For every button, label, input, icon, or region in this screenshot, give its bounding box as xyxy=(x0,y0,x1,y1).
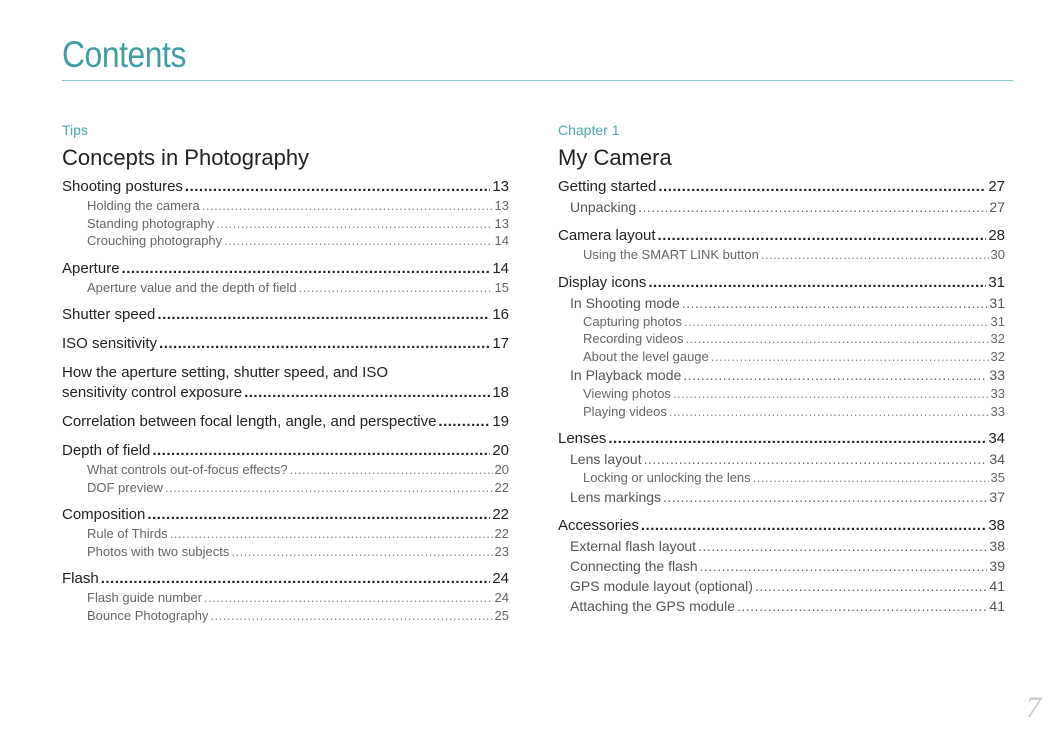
dot-leader xyxy=(185,177,490,197)
toc-entry-title: What controls out-of-focus effects? xyxy=(87,462,288,477)
dot-leader xyxy=(299,279,493,297)
dot-leader xyxy=(685,330,988,348)
dot-leader xyxy=(683,366,987,385)
dot-leader xyxy=(152,441,490,461)
toc-entry-page: 16 xyxy=(492,306,509,323)
dot-leader xyxy=(608,429,986,449)
toc-entry[interactable] xyxy=(62,569,509,589)
toc-entry[interactable] xyxy=(558,403,1005,421)
section-label: Tips xyxy=(62,122,88,138)
toc-entry-title: Shooting postures xyxy=(62,178,183,195)
toc-entry-page: 22 xyxy=(492,506,509,523)
dot-leader xyxy=(244,383,490,403)
toc-entry-title-line: How the aperture setting, shutter speed, and ISO xyxy=(62,364,389,381)
toc-entry-page: 33 xyxy=(990,403,1005,419)
toc-entry-title: Lens layout xyxy=(570,451,642,467)
toc-entry-page: 41 xyxy=(989,577,1005,594)
toc-entry-page: 35 xyxy=(990,470,1005,485)
toc-entry-page: 22 xyxy=(494,526,509,541)
toc-entry-title: Bounce Photography xyxy=(87,607,209,623)
toc-entry-page: 28 xyxy=(988,227,1005,244)
toc-entry-page: 19 xyxy=(492,413,509,430)
toc-entry-page: 24 xyxy=(494,590,509,605)
dot-leader xyxy=(216,215,492,233)
toc-entry[interactable] xyxy=(558,450,1005,469)
toc-entry[interactable] xyxy=(62,543,509,561)
dot-leader xyxy=(224,232,492,250)
toc-column-tips xyxy=(62,121,509,624)
toc-entry-title: Crouching photography xyxy=(87,233,223,248)
toc-entry-page: 20 xyxy=(494,462,509,477)
dot-leader xyxy=(170,525,493,543)
dot-leader xyxy=(165,479,493,497)
dot-leader xyxy=(698,537,987,556)
toc-entry-page: 32 xyxy=(990,331,1005,346)
toc-entry-page: 13 xyxy=(494,198,509,213)
toc-entry-page: 13 xyxy=(492,178,509,195)
dot-leader xyxy=(673,385,989,403)
toc-entry-title: Aperture value and the depth of field xyxy=(87,279,297,295)
toc-list xyxy=(558,177,1005,616)
toc-entry-page: 14 xyxy=(494,233,509,248)
toc-entry[interactable] xyxy=(62,525,509,543)
toc-entry-title: Getting started xyxy=(558,178,657,195)
section-heading: My Camera xyxy=(558,145,672,170)
toc-entry-title: Using the SMART LINK button xyxy=(583,247,759,262)
dot-leader xyxy=(648,273,986,293)
dot-leader xyxy=(753,469,989,487)
toc-entry[interactable] xyxy=(62,607,509,625)
toc-entry[interactable] xyxy=(558,385,1005,403)
dot-leader xyxy=(438,412,490,432)
toc-entry[interactable] xyxy=(62,505,509,525)
toc-entry[interactable] xyxy=(558,577,1005,596)
toc-entry[interactable] xyxy=(62,259,509,279)
toc-entry[interactable] xyxy=(558,313,1005,331)
toc-entry-title: About the level gauge xyxy=(583,348,709,364)
toc-entry[interactable] xyxy=(558,348,1005,366)
dot-leader xyxy=(210,607,492,625)
toc-entry-title: Unpacking xyxy=(570,199,637,215)
toc-entry[interactable] xyxy=(62,412,509,432)
dot-leader xyxy=(204,589,493,607)
toc-entry-page: 33 xyxy=(990,386,1005,401)
toc-entry[interactable] xyxy=(558,429,1005,449)
toc-entry[interactable] xyxy=(558,557,1005,576)
toc-entry-title: Capturing photos xyxy=(583,313,683,329)
toc-entry[interactable] xyxy=(558,516,1005,536)
toc-entry-title: Recording videos xyxy=(583,331,684,346)
toc-entry[interactable] xyxy=(558,597,1005,616)
toc-entry-title: Flash guide number xyxy=(87,590,202,605)
dot-leader xyxy=(761,246,989,264)
dot-leader xyxy=(658,226,987,246)
toc-entry-title: DOF preview xyxy=(87,479,163,495)
dot-leader xyxy=(290,461,493,479)
toc-entry[interactable] xyxy=(62,441,509,461)
toc-entry-title: Rule of Thirds xyxy=(87,526,168,541)
toc-entry-title: Accessories xyxy=(558,516,639,534)
toc-entry-page: 15 xyxy=(494,279,509,295)
dot-leader xyxy=(700,557,988,576)
toc-entry[interactable] xyxy=(62,215,509,233)
toc-entry-page: 14 xyxy=(492,259,509,277)
toc-entry-page: 31 xyxy=(990,313,1005,329)
toc-entry-title: External flash layout xyxy=(570,537,697,554)
dot-leader xyxy=(638,198,987,217)
toc-entry-page: 32 xyxy=(990,348,1005,364)
toc-entry-page: 18 xyxy=(492,384,509,401)
toc-entry[interactable] xyxy=(62,334,509,354)
dot-leader xyxy=(147,505,490,525)
toc-entry-title: Aperture xyxy=(62,259,120,277)
toc-entry[interactable] xyxy=(62,279,509,297)
toc-entry-title: Playing videos xyxy=(583,403,667,419)
toc-entry-page: 13 xyxy=(494,215,509,231)
section-heading: Concepts in Photography xyxy=(62,145,310,170)
toc-entry-page: 33 xyxy=(989,367,1005,383)
toc-entry[interactable] xyxy=(558,177,1005,197)
toc-entry[interactable] xyxy=(62,363,509,403)
toc-entry-page: 24 xyxy=(492,570,509,587)
toc-entry-title: Composition xyxy=(62,506,146,523)
dot-leader xyxy=(157,305,490,325)
toc-entry[interactable] xyxy=(62,232,509,250)
toc-entry[interactable] xyxy=(558,246,1005,264)
toc-entry-title: Holding the camera xyxy=(87,198,200,213)
dot-leader xyxy=(641,516,986,536)
section-label: Chapter 1 xyxy=(558,122,620,138)
dot-leader xyxy=(202,197,493,215)
toc-entry-page: 27 xyxy=(988,178,1005,195)
dot-leader xyxy=(644,450,988,469)
toc-entry-title: Depth of field xyxy=(62,442,151,459)
toc-entry-page: 23 xyxy=(494,543,509,559)
toc-entry-title: Lenses xyxy=(558,430,607,447)
toc-entry[interactable] xyxy=(558,537,1005,556)
toc-entry-page: 34 xyxy=(989,451,1005,467)
toc-entry-title: sensitivity control exposure xyxy=(62,384,243,401)
dot-leader xyxy=(101,569,491,589)
toc-entry-title: Attaching the GPS module xyxy=(570,597,735,614)
toc-entry-title: Camera layout xyxy=(558,227,656,244)
dot-leader xyxy=(159,334,490,354)
toc-entry-title: In Shooting mode xyxy=(570,294,680,311)
toc-entry-title: Correlation between focal length, angle, and perspective xyxy=(62,413,437,430)
toc-entry[interactable] xyxy=(558,226,1005,246)
toc-entry[interactable] xyxy=(62,197,509,215)
toc-entry-title: Shutter speed xyxy=(62,306,156,323)
dot-leader xyxy=(231,543,492,561)
toc-entry-title: ISO sensitivity xyxy=(62,335,158,352)
toc-entry-title: Connecting the flash xyxy=(570,557,698,574)
toc-entry-title: Locking or unlocking the lens xyxy=(583,470,751,485)
toc-entry[interactable] xyxy=(62,461,509,479)
toc-entry-page: 27 xyxy=(989,199,1005,215)
toc-entry-page: 41 xyxy=(989,597,1005,614)
toc-entry-title: Lens markings xyxy=(570,488,662,505)
toc-entry[interactable] xyxy=(558,198,1005,217)
toc-entry[interactable] xyxy=(558,294,1005,313)
toc-entry[interactable] xyxy=(62,177,509,197)
toc-entry-page: 38 xyxy=(989,537,1005,554)
toc-entry[interactable] xyxy=(558,273,1005,293)
toc-entry-title: Photos with two subjects xyxy=(87,543,230,559)
toc-entry-page: 31 xyxy=(989,294,1005,311)
toc-entry-page: 37 xyxy=(989,488,1005,505)
toc-entry-title: In Playback mode xyxy=(570,367,682,383)
toc-entry-title: Display icons xyxy=(558,273,647,291)
toc-entry-page: 34 xyxy=(988,430,1005,447)
toc-entry-page: 39 xyxy=(989,557,1005,574)
toc-list xyxy=(62,177,509,624)
toc-entry-title: Viewing photos xyxy=(583,386,671,401)
dot-leader xyxy=(682,294,988,313)
toc-entry-page: 22 xyxy=(494,479,509,495)
page-title: Contents xyxy=(62,34,186,75)
dot-leader xyxy=(737,597,987,616)
toc-column-chapter-1 xyxy=(558,121,1005,616)
dot-leader xyxy=(658,177,986,197)
dot-leader xyxy=(122,259,491,279)
toc-entry-title: GPS module layout (optional) xyxy=(570,577,753,594)
toc-entry[interactable] xyxy=(558,488,1005,507)
dot-leader xyxy=(755,577,988,596)
toc-entry-page: 30 xyxy=(990,247,1005,262)
toc-entry[interactable] xyxy=(62,305,509,325)
toc-entry-page: 31 xyxy=(988,273,1005,291)
toc-entry[interactable] xyxy=(62,589,509,607)
dot-leader xyxy=(669,403,989,421)
toc-entry[interactable] xyxy=(558,366,1005,385)
dot-leader xyxy=(663,488,987,507)
toc-entry-title: Standing photography xyxy=(87,215,215,231)
toc-entry-page: 25 xyxy=(494,607,509,623)
toc-entry-title: Flash xyxy=(62,570,99,587)
toc-entry-page: 20 xyxy=(492,442,509,459)
toc-entry-page: 38 xyxy=(988,516,1005,534)
title-divider xyxy=(62,80,1013,81)
dot-leader xyxy=(684,313,989,331)
toc-entry[interactable] xyxy=(62,479,509,497)
page-number: 7 xyxy=(1026,691,1041,724)
toc-entry-page: 17 xyxy=(492,335,509,352)
toc-entry[interactable] xyxy=(558,330,1005,348)
dot-leader xyxy=(711,348,989,366)
toc-entry[interactable] xyxy=(558,469,1005,487)
